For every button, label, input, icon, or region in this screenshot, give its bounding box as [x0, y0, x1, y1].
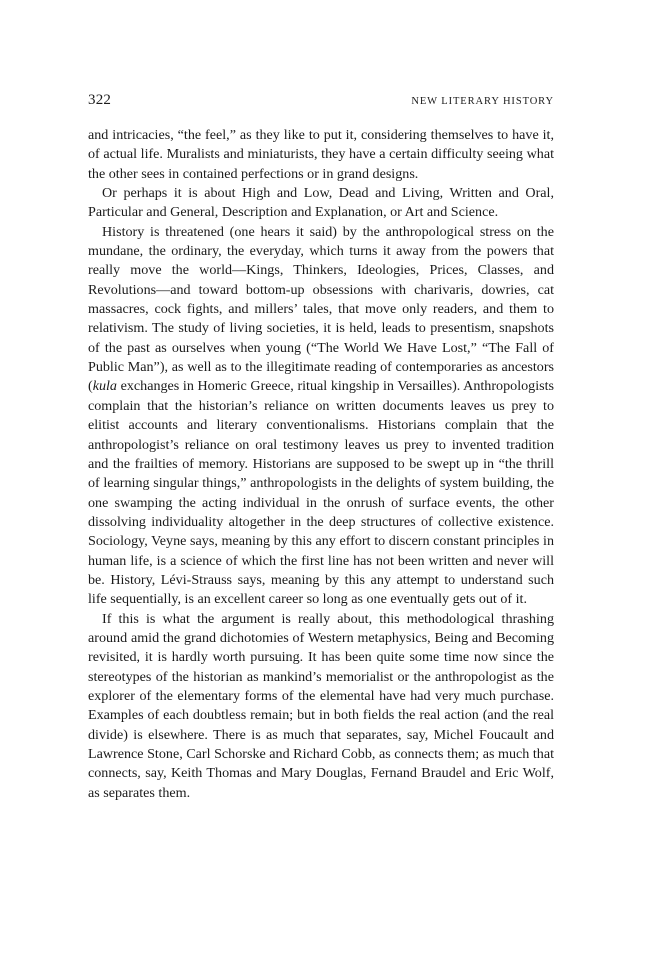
paragraph-continued: and intricacies, “the feel,” as they like to put it, considering themselves to have it, of actual life. Muralists and miniaturists, they have a certain difficulty seeing what the other sees in contained perfections or in grand designs.: [88, 127, 554, 182]
paragraph-history-threatened: [88, 223, 554, 610]
paragraph-argument: If this is what the argument is really about, this methodological thrashing around amid the grand dichotomies of Western metaphysics, Being and Becoming revisited, it is hardly worth pursuing. It has been quite some time now since the stereotypes of the historian as mankind’s memorialist or the anthropologist as the explorer of the elementary forms of the elemental have had very much purchase. Examples of each doubtless remain; but in both fields the real action (and the real divide) is elsewhere. There is as much that separates, say, Michel Foucault and Lawrence Stone, Carl Schorske and Richard Cobb, as connects them; as much that connects, say, Keith Thomas and Mary Douglas, Fernand Braudel and Eric Wolf, as separates them.: [88, 610, 554, 801]
page-number: 322: [88, 92, 112, 108]
italic-term-kula: kula: [92, 378, 117, 395]
paragraph-high-and-low: Or perhaps it is about High and Low, Dead and Living, Written and Oral, Particular and General, Description and Explanation, or Art and Science.: [88, 185, 554, 221]
book-page: [88, 92, 554, 803]
paragraph-text-part: History is threatened (one hears it said) by the anthropological stress on the mundane, the ordinary, the everyday, which turns it away from the powers that really move the world—Kings, Thinkers, Ideologies, Prices, Classes, and Revolutions—and toward bottom-up obsessions with charivaris, dowries, cat massacres, cock fights, and millers’ tales, that move only readers, and them to relativism. The study of living societies, it is held, leads to presentism, snapshots of the past as ourselves when young (“The World We Have Lost,” “The Fall of Public Man”), as well as to the illegitimate reading of contemporaries as ancestors (: [88, 223, 554, 395]
journal-title: NEW LITERARY HISTORY: [411, 96, 554, 107]
body-text: [88, 126, 554, 803]
paragraph-text-part: exchanges in Homeric Greece, ritual kingship in Versailles). Anthropologists complain that the historian’s reliance on written documents leaves us prey to elitist accounts and literary conventionalisms. Historians complain that the anthropologist’s reliance on oral testimony leaves us prey to invented tradition and the frailties of memory. Historians are supposed to be swept up in “the thrill of learning singular things,” anthropologists in the delights of system building, the one swamping the acting individual in the onrush of surface events, the other dissolving individuality altogether in the deep structures of collective existence. Sociology, Veyne says, meaning by this any effort to discern constant principles in human life, is a science of which the first line has not been written and never will be. History, Lévi-Strauss says, meaning by this any attempt to understand such life sequentially, is an excellent career so long as one eventually gets out of it.: [88, 378, 554, 608]
running-head: [88, 92, 554, 112]
